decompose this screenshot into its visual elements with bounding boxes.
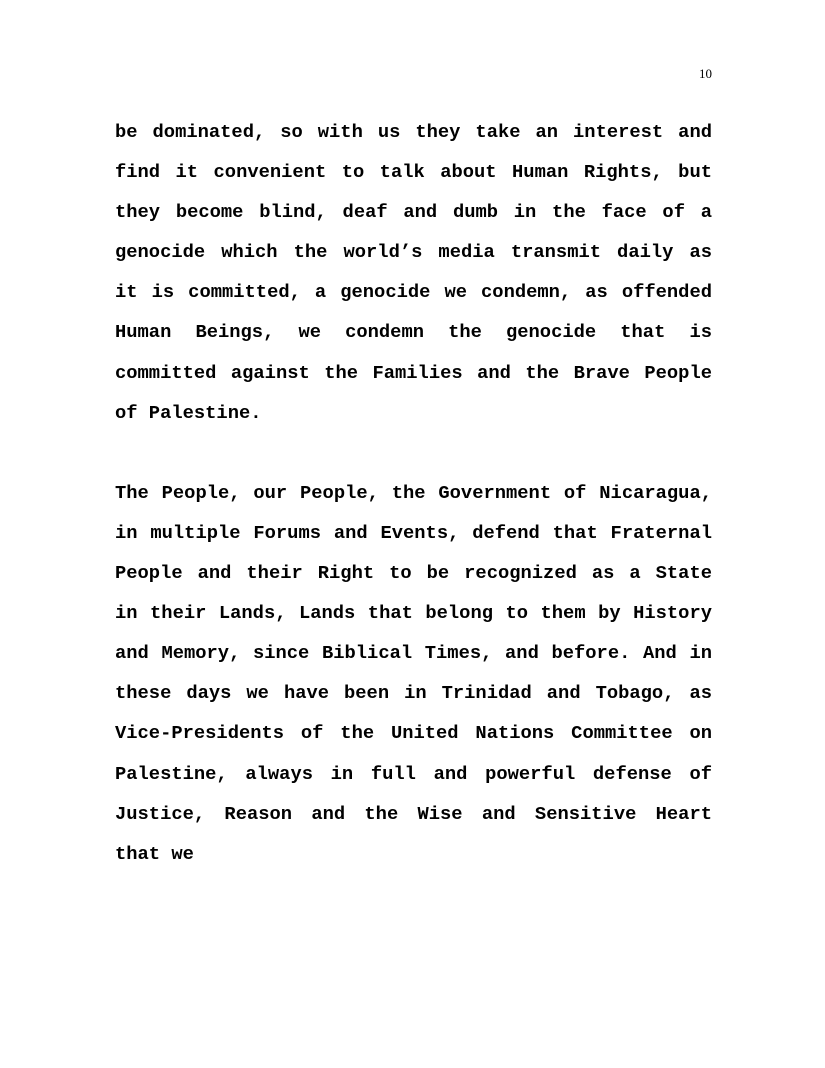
paragraph-1: be dominated, so with us they take an interest and find it convenient to talk about Human Rights, but they become blind, deaf and dumb in the face of a genocide which the world’s media transmit daily as it is committed, a genocide we condemn, as offended Human Beings, we condemn the genocide that is committed against the Families and the Brave People of Palestine. (115, 121, 712, 424)
page-number: 10 (699, 66, 712, 81)
body-text (115, 112, 712, 874)
paragraph-spacer (115, 433, 712, 473)
paragraph-2: The People, our People, the Government of Nicaragua, in multiple Forums and Events, defend that Fraternal People and their Right to be recognized as a State in their Lands, Lands that belong to them by History and Memory, since Biblical Times, and before. And in these days we have been in Trinidad and Tobago, as Vice-Presidents of the United Nations Committee on Palestine, always in full and powerful defense of Justice, Reason and the Wise and Sensitive Heart that we (115, 481, 712, 865)
